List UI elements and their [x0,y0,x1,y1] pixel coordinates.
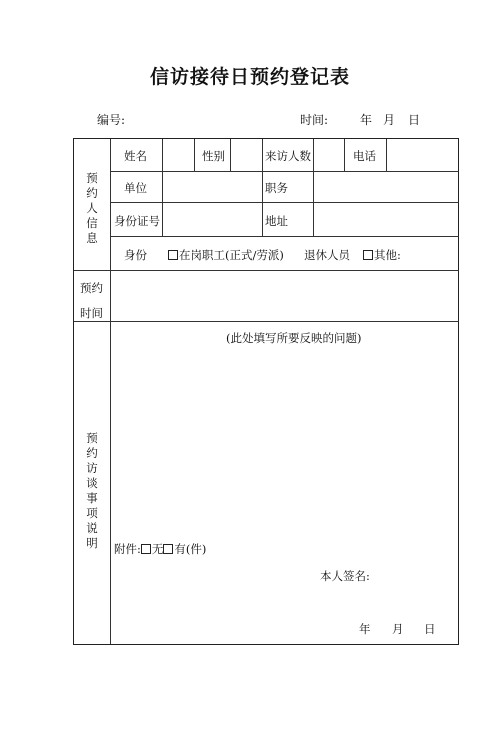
header-month: 月 [383,113,396,127]
visitor-count-label: 来访人数 [265,149,311,163]
row-divider [74,270,459,271]
form-title: 信访接待日预约登记表 [149,66,350,88]
checkbox-no-attachment[interactable] [141,544,151,554]
column-divider [344,139,345,171]
name-label: 姓名 [124,149,147,163]
identity-option-other[interactable] [363,248,401,262]
column-divider [262,139,263,236]
signature-label: 本人签名: [320,569,370,583]
checkbox-other[interactable] [363,250,373,260]
time-label: 时间: [300,113,329,127]
gender-label: 性别 [202,149,225,163]
column-divider [110,139,111,644]
appointment-time-label-line1: 预约 [80,281,103,295]
identity-label: 身份 [124,248,147,262]
column-divider [162,171,163,236]
identity-option-employed[interactable] [168,248,284,262]
phone-label: 电话 [353,149,376,163]
employed-option-text: 在岗职工(正式/劳派) [179,248,284,262]
column-divider [386,139,387,171]
column-divider [194,139,195,171]
row-divider [74,321,459,322]
applicant-info-label: 预约人信息 [86,171,98,245]
id-number-label: 身份证号 [114,214,160,228]
sign-year: 年 [359,622,371,636]
no-attachment-text: 无 [151,542,164,556]
sign-month: 月 [392,622,404,636]
checkbox-employed[interactable] [168,250,178,260]
column-divider [230,139,231,171]
sign-day: 日 [424,622,436,636]
address-label: 地址 [265,214,288,228]
column-divider [313,139,314,236]
unit-label: 单位 [124,181,147,195]
interview-matter-label: 预约访谈事项说明 [86,431,98,550]
identity-option-retired: 退休人员 [304,248,350,262]
attachment-row [114,542,206,556]
position-label: 职务 [265,181,288,195]
matter-hint: (此处填写所要反映的问题) [226,331,362,345]
row-divider [110,236,459,237]
has-attachment-text: 有(件) [174,542,207,556]
appointment-time-label-line2: 时间 [80,306,103,320]
other-option-text: 其他: [374,248,401,262]
header-year: 年 [360,113,373,127]
attachment-label: 附件: [114,542,141,556]
checkbox-has-attachment[interactable] [163,544,173,554]
header-day: 日 [408,113,421,127]
registration-form-table [73,138,459,645]
number-label: 编号: [97,113,126,127]
column-divider [162,139,163,171]
